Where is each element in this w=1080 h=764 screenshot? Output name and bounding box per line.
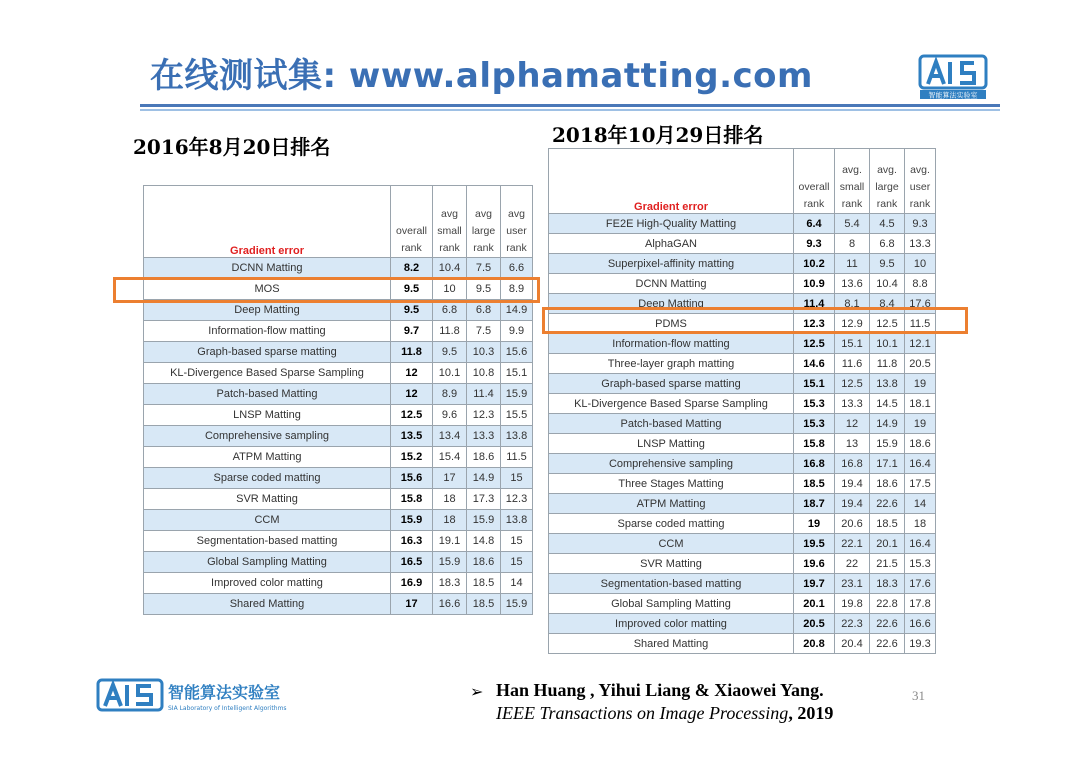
mos-highlight-box — [113, 277, 540, 303]
overall-rank-cell: 9.5 — [391, 300, 433, 321]
left-table-heading: 2016年8月20日排名 — [133, 135, 331, 159]
method-name-cell: Patch-based Matting — [549, 414, 794, 434]
method-name-cell: Superpixel-affinity matting — [549, 254, 794, 274]
avg-user-rank-cell: 18 — [905, 514, 936, 534]
overall-rank-cell: 20.1 — [794, 594, 835, 614]
avg-user-rank-cell: 14 — [905, 494, 936, 514]
avg-large-rank-cell: 9.5 — [467, 279, 501, 300]
method-name-cell: SVR Matting — [144, 489, 391, 510]
avg-large-rank-cell: 18.5 — [870, 514, 905, 534]
table-row — [144, 573, 533, 594]
lab-logo-bottom-subtitle: SIA Laboratory of Intelligent Algorithms — [168, 705, 287, 712]
avg-small-rank-cell: 10.1 — [433, 363, 467, 384]
avg-user-rank-cell: 15.3 — [905, 554, 936, 574]
avg-large-rank-cell: 10.8 — [467, 363, 501, 384]
overall-rank-cell: 19.6 — [794, 554, 835, 574]
citation-venue: IEEE Transactions on Image Processing, 2019 — [496, 703, 834, 723]
table-row — [144, 552, 533, 573]
avg-small-rank-cell: 20.6 — [835, 514, 870, 534]
overall-rank-cell: 12.5 — [794, 334, 835, 354]
avg-small-rank-cell: 12.5 — [835, 374, 870, 394]
avg-user-rank-cell: 12.3 — [501, 489, 533, 510]
avg-user-rank-cell: 13.8 — [501, 426, 533, 447]
right-ranking-table — [548, 148, 936, 654]
avg-small-rank-cell: 8 — [835, 234, 870, 254]
method-name-cell: MOS — [144, 279, 391, 300]
overall-rank-cell: 15.2 — [391, 447, 433, 468]
overall-rank-cell: 9.3 — [794, 234, 835, 254]
overall-rank-cell: 19 — [794, 514, 835, 534]
avg-small-rank-cell: 16.6 — [433, 594, 467, 615]
avg-small-rank-cell: 22.1 — [835, 534, 870, 554]
avg-user-rank-cell: 13.3 — [905, 234, 936, 254]
avg-user-rank-cell: 17.6 — [905, 294, 936, 314]
left-header-avg-small: avg small rank — [433, 186, 467, 258]
method-name-cell: Three-layer graph matting — [549, 354, 794, 374]
avg-large-rank-cell: 10.1 — [870, 334, 905, 354]
avg-small-rank-cell: 8.1 — [835, 294, 870, 314]
method-name-cell: CCM — [549, 534, 794, 554]
avg-small-rank-cell: 19.8 — [835, 594, 870, 614]
avg-small-rank-cell: 11 — [835, 254, 870, 274]
method-name-cell: Segmentation-based matting — [549, 574, 794, 594]
avg-large-rank-cell: 12.3 — [467, 405, 501, 426]
table-row — [549, 354, 936, 374]
method-name-cell: Information-flow matting — [549, 334, 794, 354]
table-row — [549, 334, 936, 354]
overall-rank-cell: 18.5 — [794, 474, 835, 494]
title-divider-light — [140, 109, 1000, 111]
avg-user-rank-cell: 12.1 — [905, 334, 936, 354]
avg-small-rank-cell: 19.1 — [433, 531, 467, 552]
overall-rank-cell: 12 — [391, 384, 433, 405]
method-name-cell: Improved color matting — [549, 614, 794, 634]
method-name-cell: ATPM Matting — [144, 447, 391, 468]
avg-large-rank-cell: 22.6 — [870, 634, 905, 654]
avg-large-rank-cell: 8.4 — [870, 294, 905, 314]
right-header-avg-small: avg. small rank — [835, 149, 870, 214]
lab-logo-top-text: 智能算法实验室 — [928, 91, 978, 100]
avg-user-rank-cell: 8.9 — [501, 279, 533, 300]
overall-rank-cell: 15.8 — [391, 489, 433, 510]
avg-small-rank-cell: 13 — [835, 434, 870, 454]
avg-large-rank-cell: 18.6 — [870, 474, 905, 494]
avg-small-rank-cell: 22 — [835, 554, 870, 574]
avg-small-rank-cell: 12 — [835, 414, 870, 434]
avg-small-rank-cell: 15.1 — [835, 334, 870, 354]
table-row — [144, 363, 533, 384]
avg-user-rank-cell: 14 — [501, 573, 533, 594]
avg-large-rank-cell: 14.9 — [870, 414, 905, 434]
avg-user-rank-cell: 15 — [501, 468, 533, 489]
overall-rank-cell: 15.3 — [794, 414, 835, 434]
avg-user-rank-cell: 18.1 — [905, 394, 936, 414]
avg-user-rank-cell: 17.5 — [905, 474, 936, 494]
left-table-header-row — [144, 186, 533, 258]
method-name-cell: Shared Matting — [549, 634, 794, 654]
avg-small-rank-cell: 13.4 — [433, 426, 467, 447]
avg-small-rank-cell: 22.3 — [835, 614, 870, 634]
avg-large-rank-cell: 10.4 — [870, 274, 905, 294]
table-row — [549, 594, 936, 614]
lab-logo-bottom-name: 智能算法实验室 — [168, 683, 281, 702]
avg-user-rank-cell: 6.6 — [501, 258, 533, 279]
table-row — [549, 454, 936, 474]
avg-large-rank-cell: 17.3 — [467, 489, 501, 510]
overall-rank-cell: 19.5 — [794, 534, 835, 554]
table-row — [144, 258, 533, 279]
avg-user-rank-cell: 16.6 — [905, 614, 936, 634]
overall-rank-cell: 16.5 — [391, 552, 433, 573]
table-row — [144, 405, 533, 426]
avg-large-rank-cell: 18.6 — [467, 447, 501, 468]
left-header-gradient-error: Gradient error — [144, 186, 391, 258]
overall-rank-cell: 14.6 — [794, 354, 835, 374]
overall-rank-cell: 9.5 — [391, 279, 433, 300]
table-row — [549, 394, 936, 414]
table-row — [549, 414, 936, 434]
table-row — [549, 234, 936, 254]
avg-user-rank-cell: 13.8 — [501, 510, 533, 531]
avg-user-rank-cell: 19 — [905, 414, 936, 434]
avg-large-rank-cell: 17.1 — [870, 454, 905, 474]
method-name-cell: Comprehensive sampling — [549, 454, 794, 474]
method-name-cell: Graph-based sparse matting — [144, 342, 391, 363]
avg-large-rank-cell: 18.5 — [467, 573, 501, 594]
pdms-highlight-box — [542, 307, 968, 334]
table-row — [144, 531, 533, 552]
table-row — [144, 447, 533, 468]
method-name-cell: DCNN Matting — [549, 274, 794, 294]
left-header-avg-large: avg large rank — [467, 186, 501, 258]
avg-small-rank-cell: 20.4 — [835, 634, 870, 654]
avg-user-rank-cell: 15.9 — [501, 384, 533, 405]
overall-rank-cell: 10.9 — [794, 274, 835, 294]
page-number: 31 — [912, 688, 925, 703]
overall-rank-cell: 15.1 — [794, 374, 835, 394]
avg-user-rank-cell: 10 — [905, 254, 936, 274]
overall-rank-cell: 20.5 — [794, 614, 835, 634]
right-table-heading: 2018年10月29日排名 — [552, 123, 764, 147]
avg-large-rank-cell: 18.6 — [467, 552, 501, 573]
avg-small-rank-cell: 9.6 — [433, 405, 467, 426]
table-row — [549, 514, 936, 534]
avg-user-rank-cell: 15.5 — [501, 405, 533, 426]
overall-rank-cell: 12.5 — [391, 405, 433, 426]
avg-small-rank-cell: 13.3 — [835, 394, 870, 414]
overall-rank-cell: 15.3 — [794, 394, 835, 414]
avg-large-rank-cell: 9.5 — [870, 254, 905, 274]
avg-user-rank-cell: 15.1 — [501, 363, 533, 384]
avg-user-rank-cell: 11.5 — [905, 314, 936, 334]
method-name-cell: Deep Matting — [549, 294, 794, 314]
overall-rank-cell: 11.4 — [794, 294, 835, 314]
avg-small-rank-cell: 18 — [433, 489, 467, 510]
avg-small-rank-cell: 18 — [433, 510, 467, 531]
method-name-cell: KL-Divergence Based Sparse Sampling — [549, 394, 794, 414]
avg-large-rank-cell: 22.6 — [870, 494, 905, 514]
avg-user-rank-cell: 16.4 — [905, 534, 936, 554]
avg-user-rank-cell: 15.6 — [501, 342, 533, 363]
table-row — [144, 510, 533, 531]
avg-small-rank-cell: 5.4 — [835, 214, 870, 234]
avg-small-rank-cell: 17 — [433, 468, 467, 489]
avg-large-rank-cell: 14.8 — [467, 531, 501, 552]
method-name-cell: Global Sampling Matting — [144, 552, 391, 573]
avg-user-rank-cell: 19.3 — [905, 634, 936, 654]
avg-large-rank-cell: 14.9 — [467, 468, 501, 489]
overall-rank-cell: 15.8 — [794, 434, 835, 454]
page-title: 在线测试集: www.alphamatting.com — [150, 56, 813, 96]
table-row — [549, 634, 936, 654]
avg-user-rank-cell: 17.6 — [905, 574, 936, 594]
overall-rank-cell: 13.5 — [391, 426, 433, 447]
table-row — [144, 489, 533, 510]
avg-small-rank-cell: 18.3 — [433, 573, 467, 594]
method-name-cell: Comprehensive sampling — [144, 426, 391, 447]
avg-large-rank-cell: 7.5 — [467, 321, 501, 342]
avg-user-rank-cell: 11.5 — [501, 447, 533, 468]
table-row — [549, 434, 936, 454]
overall-rank-cell: 9.7 — [391, 321, 433, 342]
method-name-cell: Improved color matting — [144, 573, 391, 594]
right-header-gradient-error: Gradient error — [549, 149, 794, 214]
avg-large-rank-cell: 14.5 — [870, 394, 905, 414]
method-name-cell: Shared Matting — [144, 594, 391, 615]
overall-rank-cell: 20.8 — [794, 634, 835, 654]
overall-rank-cell: 12.3 — [794, 314, 835, 334]
overall-rank-cell: 16.8 — [794, 454, 835, 474]
table-row — [549, 494, 936, 514]
avg-large-rank-cell: 18.3 — [870, 574, 905, 594]
lab-logo-top — [918, 54, 988, 100]
method-name-cell: Deep Matting — [144, 300, 391, 321]
method-name-cell: Graph-based sparse matting — [549, 374, 794, 394]
avg-small-rank-cell: 13.6 — [835, 274, 870, 294]
method-name-cell: LNSP Matting — [144, 405, 391, 426]
avg-large-rank-cell: 11.8 — [870, 354, 905, 374]
avg-small-rank-cell: 15.9 — [433, 552, 467, 573]
avg-small-rank-cell: 9.5 — [433, 342, 467, 363]
avg-small-rank-cell: 11.8 — [433, 321, 467, 342]
method-name-cell: CCM — [144, 510, 391, 531]
method-name-cell: AlphaGAN — [549, 234, 794, 254]
method-name-cell: Segmentation-based matting — [144, 531, 391, 552]
citation-authors: Han Huang , Yihui Liang & Xiaowei Yang. — [496, 680, 824, 700]
table-row — [144, 468, 533, 489]
avg-large-rank-cell: 18.5 — [467, 594, 501, 615]
table-row — [549, 534, 936, 554]
avg-user-rank-cell: 15.9 — [501, 594, 533, 615]
table-row — [549, 374, 936, 394]
avg-user-rank-cell: 9.3 — [905, 214, 936, 234]
table-row — [549, 274, 936, 294]
method-name-cell: LNSP Matting — [549, 434, 794, 454]
avg-user-rank-cell: 15 — [501, 552, 533, 573]
bullet-arrow-icon: ➢ — [470, 682, 484, 701]
overall-rank-cell: 16.3 — [391, 531, 433, 552]
table-row — [549, 554, 936, 574]
table-row — [549, 614, 936, 634]
avg-user-rank-cell: 17.8 — [905, 594, 936, 614]
avg-large-rank-cell: 7.5 — [467, 258, 501, 279]
overall-rank-cell: 19.7 — [794, 574, 835, 594]
method-name-cell: PDMS — [549, 314, 794, 334]
avg-large-rank-cell: 13.8 — [870, 374, 905, 394]
overall-rank-cell: 15.6 — [391, 468, 433, 489]
avg-large-rank-cell: 10.3 — [467, 342, 501, 363]
avg-large-rank-cell: 20.1 — [870, 534, 905, 554]
avg-user-rank-cell: 14.9 — [501, 300, 533, 321]
title-divider — [140, 104, 1000, 107]
table-row — [144, 384, 533, 405]
table-row — [549, 574, 936, 594]
method-name-cell: FE2E High-Quality Matting — [549, 214, 794, 234]
table-row — [549, 254, 936, 274]
avg-large-rank-cell: 4.5 — [870, 214, 905, 234]
avg-small-rank-cell: 12.9 — [835, 314, 870, 334]
left-header-overall: overall rank — [391, 186, 433, 258]
right-header-avg-large: avg. large rank — [870, 149, 905, 214]
overall-rank-cell: 17 — [391, 594, 433, 615]
avg-small-rank-cell: 8.9 — [433, 384, 467, 405]
avg-user-rank-cell: 15 — [501, 531, 533, 552]
table-row — [144, 342, 533, 363]
avg-user-rank-cell: 8.8 — [905, 274, 936, 294]
right-header-avg-user: avg. user rank — [905, 149, 936, 214]
avg-large-rank-cell: 13.3 — [467, 426, 501, 447]
overall-rank-cell: 10.2 — [794, 254, 835, 274]
avg-large-rank-cell: 6.8 — [870, 234, 905, 254]
avg-large-rank-cell: 12.5 — [870, 314, 905, 334]
table-row — [144, 594, 533, 615]
avg-large-rank-cell: 22.8 — [870, 594, 905, 614]
method-name-cell: DCNN Matting — [144, 258, 391, 279]
method-name-cell: Sparse coded matting — [144, 468, 391, 489]
avg-small-rank-cell: 11.6 — [835, 354, 870, 374]
overall-rank-cell: 8.2 — [391, 258, 433, 279]
avg-small-rank-cell: 23.1 — [835, 574, 870, 594]
table-row — [144, 426, 533, 447]
avg-large-rank-cell: 15.9 — [467, 510, 501, 531]
method-name-cell: KL-Divergence Based Sparse Sampling — [144, 363, 391, 384]
avg-user-rank-cell: 19 — [905, 374, 936, 394]
method-name-cell: Sparse coded matting — [549, 514, 794, 534]
right-header-overall: overall rank — [794, 149, 835, 214]
avg-small-rank-cell: 19.4 — [835, 494, 870, 514]
overall-rank-cell: 16.9 — [391, 573, 433, 594]
method-name-cell: Global Sampling Matting — [549, 594, 794, 614]
avg-user-rank-cell: 18.6 — [905, 434, 936, 454]
left-ranking-table — [143, 185, 533, 615]
table-row — [549, 474, 936, 494]
avg-large-rank-cell: 6.8 — [467, 300, 501, 321]
left-header-avg-user: avg user rank — [501, 186, 533, 258]
overall-rank-cell: 11.8 — [391, 342, 433, 363]
avg-user-rank-cell: 16.4 — [905, 454, 936, 474]
avg-large-rank-cell: 11.4 — [467, 384, 501, 405]
method-name-cell: Three Stages Matting — [549, 474, 794, 494]
overall-rank-cell: 15.9 — [391, 510, 433, 531]
method-name-cell: Information-flow matting — [144, 321, 391, 342]
avg-small-rank-cell: 10.4 — [433, 258, 467, 279]
lab-logo-bottom — [96, 676, 288, 716]
table-row — [144, 321, 533, 342]
avg-small-rank-cell: 15.4 — [433, 447, 467, 468]
avg-small-rank-cell: 6.8 — [433, 300, 467, 321]
right-table-header-row — [549, 149, 936, 214]
overall-rank-cell: 12 — [391, 363, 433, 384]
method-name-cell: ATPM Matting — [549, 494, 794, 514]
avg-small-rank-cell: 19.4 — [835, 474, 870, 494]
avg-large-rank-cell: 15.9 — [870, 434, 905, 454]
avg-user-rank-cell: 9.9 — [501, 321, 533, 342]
avg-small-rank-cell: 10 — [433, 279, 467, 300]
avg-large-rank-cell: 21.5 — [870, 554, 905, 574]
overall-rank-cell: 18.7 — [794, 494, 835, 514]
avg-user-rank-cell: 20.5 — [905, 354, 936, 374]
overall-rank-cell: 6.4 — [794, 214, 835, 234]
table-row — [549, 214, 936, 234]
method-name-cell: Patch-based Matting — [144, 384, 391, 405]
avg-large-rank-cell: 22.6 — [870, 614, 905, 634]
method-name-cell: SVR Matting — [549, 554, 794, 574]
avg-small-rank-cell: 16.8 — [835, 454, 870, 474]
